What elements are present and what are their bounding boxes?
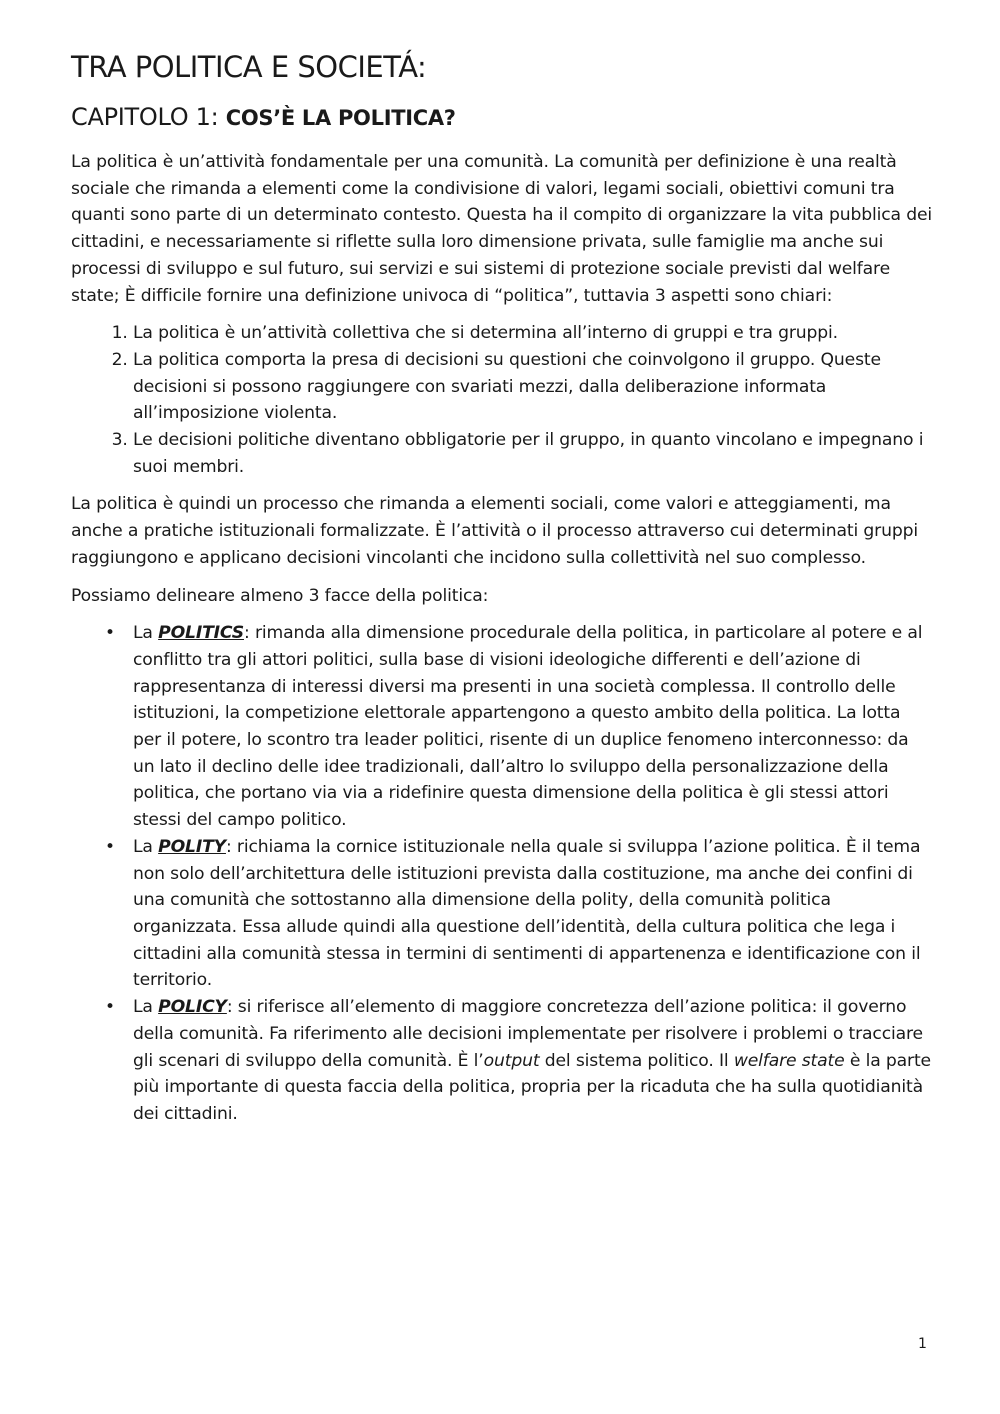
face-emphasis: welfare state xyxy=(733,1050,845,1071)
face-text: : si riferisce all’elemento di maggiore concretezza dell’azione politica: il governo della comunità. Fa riferimento alle decisioni implementate per risolvere i problemi o tracciare gli scenari di sviluppo della comunità. È l’ xyxy=(133,997,923,1071)
face-text: è la parte più importante di questa faccia della politica, propria per la ricaduta che ha sulla quotidianità dei cittadini. xyxy=(133,1050,931,1124)
chapter-prefix: CAPITOLO 1: xyxy=(71,103,226,131)
face-term: POLITICS xyxy=(158,623,244,644)
face-prefix: La xyxy=(133,623,159,644)
face-emphasis: output xyxy=(483,1050,540,1071)
aspect-item: 1. La politica è un’attività collettiva che si determina all’interno di gruppi e tra gruppi. xyxy=(133,320,933,347)
intro-paragraph: La politica è un’attività fondamentale per una comunità. La comunità per definizione è una realtà sociale che rimanda a elementi come la condivisione di valori, legami sociali, obiettivi comuni tra quanti sono parte di un determinato contesto. Questa ha il compito di organizzare la vita pubblica dei cittadini, e necessariamente si riflette sulla loro dimensione privata, sulle famiglie ma anche sui processi di sviluppo e sul futuro, sui servizi e sui sistemi di protezione sociale previsti dal welfare state; È difficile fornire una definizione univoca di “politica”, tuttavia 3 aspetti sono chiari: xyxy=(71,152,933,306)
document-body xyxy=(71,149,933,1128)
bullet-icon: • xyxy=(105,623,115,644)
face-prefix: La xyxy=(133,997,159,1018)
bullet-icon: • xyxy=(105,836,115,857)
chapter-heading xyxy=(71,103,456,131)
face-term: POLICY xyxy=(158,997,227,1018)
page-number: 1 xyxy=(918,1336,927,1352)
faces-list xyxy=(71,620,933,1127)
chapter-title: COS’È LA POLITICA? xyxy=(225,106,456,130)
bullet-icon: • xyxy=(105,997,115,1018)
face-item-policy xyxy=(105,994,933,1128)
faces-intro: Possiamo delineare almeno 3 facce della politica: xyxy=(71,585,489,606)
aspect-item: 3. Le decisioni politiche diventano obbligatorie per il gruppo, in quanto vincolano e impegnano i suoi membri. xyxy=(133,427,933,480)
face-item-polity xyxy=(105,834,933,994)
face-term: POLITY xyxy=(158,836,226,857)
face-text: : richiama la cornice istituzionale nella quale si sviluppa l’azione politica. È il tema non solo dell’architettura delle istituzioni prevista dalla costituzione, ma anche dei confini di una comunità che sottostanno alla dimensione della polity, della comunità politica organizzata. Essa allude quindi alla questione dell’identità, della cultura politica che lega i cittadini alla comunità stessa in termini di sentimenti di appartenenza e identificazione con il territorio. xyxy=(133,836,921,991)
aspects-list xyxy=(71,320,933,480)
face-text: : rimanda alla dimensione procedurale della politica, in particolare al potere e al conflitto tra gli attori politici, sulla base di visioni ideologiche differenti e dell’azione di rappresentanza di interessi diversi ma presenti in una società complessa. Il controllo delle istituzioni, la competizione elettorale appartengono a questo ambito della politica. La lotta per il potere, lo scontro tra leader politici, risente di un duplice fenomeno interconnesso: da un lato il declino delle idee tradizionali, dall’altro lo sviluppo della personalizzazione della politica, che portano via via a ridefinire questa dimensione della politica è gli stessi attori stessi del campo politico. xyxy=(133,623,923,831)
summary-paragraph: La politica è quindi un processo che rimanda a elementi sociali, come valori e atteggiamenti, ma anche a pratiche istituzionali formalizzate. È l’attività o il processo attraverso cui determinati gruppi raggiungono e applicano decisioni vincolanti che incidono sulla collettività nel suo complesso. xyxy=(71,494,918,568)
aspect-item: 2. La politica comporta la presa di decisioni su questioni che coinvolgono il gruppo. Queste decisioni si possono raggiungere con svariati mezzi, dalla deliberazione informata all’imposizione violenta. xyxy=(133,347,933,427)
face-text: del sistema politico. Il xyxy=(539,1050,734,1071)
document-title: TRA POLITICA E SOCIETÁ: xyxy=(71,50,427,84)
face-item-politics xyxy=(105,620,933,834)
face-prefix: La xyxy=(133,836,159,857)
